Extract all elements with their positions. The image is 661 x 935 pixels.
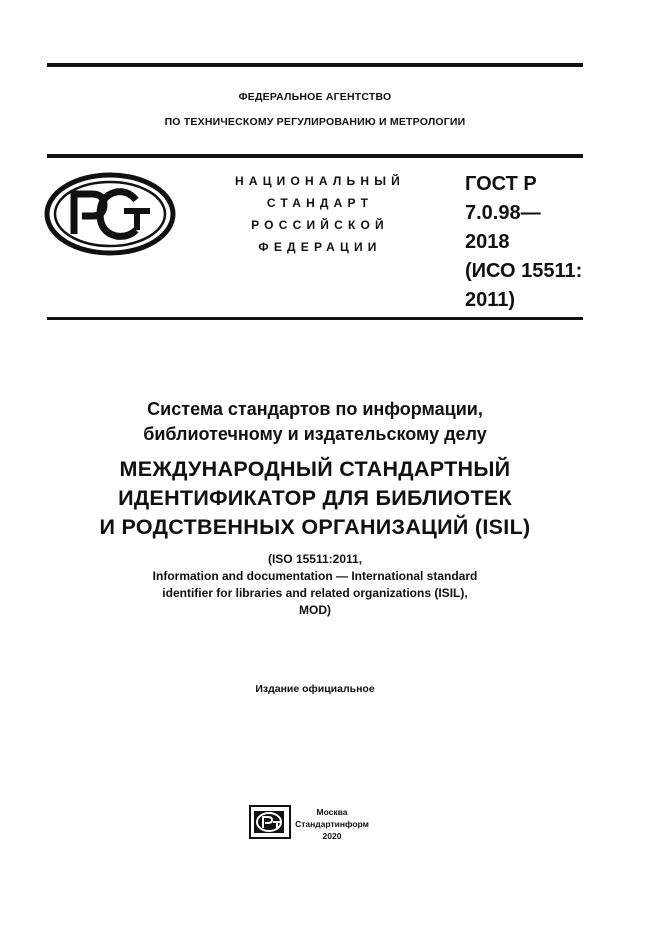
designation-line-3: 2018 <box>465 231 510 253</box>
national-label-2: СТАНДАРТ <box>266 196 374 210</box>
publisher-name: Стандартинформ <box>295 819 369 829</box>
main-title-2: ИДЕНТИФИКАТОР ДЛЯ БИБЛИОТЕК <box>118 486 512 510</box>
national-label-3: РОССИЙСКОЙ <box>251 218 389 232</box>
agency-line-1: ФЕДЕРАЛЬНОЕ АГЕНТСТВО <box>238 91 392 103</box>
iso-reference-1: (ISO 15511:2011, <box>267 552 363 566</box>
series-title-1: Система стандартов по информации, <box>147 399 483 419</box>
national-label-1: НАЦИОНАЛЬНЫЙ <box>234 174 406 188</box>
designation-line-1: ГОСТ Р <box>465 173 537 195</box>
publisher-city: Москва <box>316 807 348 817</box>
national-label-4: ФЕДЕРАЦИИ <box>258 240 382 254</box>
designation-line-2: 7.0.98— <box>465 202 541 224</box>
top-rule <box>47 63 583 67</box>
publisher-year: 2020 <box>322 831 342 841</box>
block-rule <box>47 317 583 320</box>
edition-label: Издание официальное <box>255 683 375 695</box>
series-title-2: библиотечному и издательскому делу <box>143 424 487 444</box>
iso-reference-2: Information and documentation — International standard <box>152 569 478 583</box>
standartinform-logo-icon <box>249 805 291 839</box>
designation-line-5: 2011) <box>465 289 516 311</box>
publisher-block <box>292 806 372 842</box>
designation-line-4: (ИСО 15511: <box>465 260 583 282</box>
iso-reference-4: MOD) <box>299 603 331 617</box>
header-rule <box>47 154 583 158</box>
rst-conformity-mark-icon <box>44 172 176 256</box>
main-title-1: МЕЖДУНАРОДНЫЙ СТАНДАРТНЫЙ <box>119 457 511 481</box>
iso-reference-3: identifier for libraries and related organizations (ISIL), <box>162 586 468 600</box>
main-title-3: И РОДСТВЕННЫХ ОРГАНИЗАЦИЙ (ISIL) <box>99 515 531 539</box>
agency-line-2: ПО ТЕХНИЧЕСКОМУ РЕГУЛИРОВАНИЮ И МЕТРОЛОГИИ <box>164 116 466 128</box>
standard-designation <box>465 170 585 315</box>
